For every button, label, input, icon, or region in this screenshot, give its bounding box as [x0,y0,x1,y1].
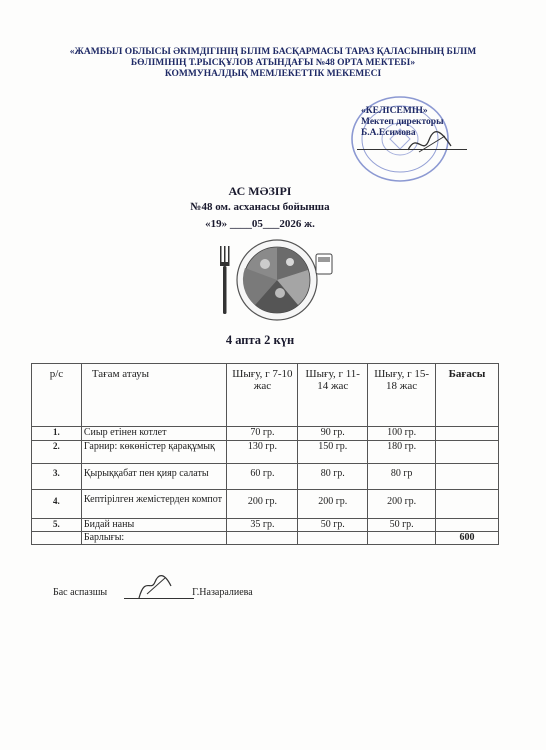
total-empty-cell [298,532,368,545]
row-dish: Бидай наны [81,519,227,532]
table-row [32,427,499,441]
row-portion-7-10: 35 гр. [227,519,298,532]
row-price [436,427,499,441]
table-row [32,519,499,532]
week-day-label: 4 апта 2 күн [225,333,295,347]
row-num: 5. [32,519,82,532]
row-portion-11-14: 50 гр. [298,519,368,532]
row-price [436,490,499,519]
menu-date: «19» ____05___2026 ж. [205,218,315,230]
canteen-subtitle: №48 ом. асханасы бойынша [190,201,330,213]
total-empty-cell [368,532,436,545]
row-dish: Қырыққабат пен қияр салаты [81,464,227,490]
table-row [32,464,499,490]
row-portion-7-10: 70 гр. [227,427,298,441]
row-portion-15-18: 180 гр. [368,441,436,464]
row-num: 3. [32,464,82,490]
row-portion-7-10: 200 гр. [227,490,298,519]
total-num-cell [32,532,82,545]
menu-table [31,363,499,545]
table-row [32,441,499,464]
chef-name: Г.Назаралиева [192,587,253,598]
row-dish: Сиыр етінен котлет [81,427,227,441]
row-portion-7-10: 60 гр. [227,464,298,490]
col-header-num: р/с [32,364,82,427]
row-portion-15-18: 50 гр. [368,519,436,532]
table-total-row [32,532,499,545]
row-portion-11-14: 200 гр. [298,490,368,519]
row-portion-11-14: 90 гр. [298,427,368,441]
col-header-age-7-10: Шығу, г 7-10 жас [227,364,298,427]
menu-title: АС МӘЗІРІ [228,184,292,198]
approval-label: «КЕЛІСЕМІН» [361,106,428,116]
row-price [436,441,499,464]
header-line-1: «ЖАМБЫЛ ОБЛЫСЫ ӘКІМДІГІНІҢ БІЛІМ БАСҚАРМАСЫ ТАРАЗ ҚАЛАСЫНЫҢ БІЛІМ [69,47,477,57]
header-line-3: КОММУНАЛДЫҚ МЕМЛЕКЕТТІК МЕКЕМЕСІ [164,69,382,79]
total-value: 600 [436,532,499,545]
total-empty-cell [227,532,298,545]
row-price [436,464,499,490]
header-line-2: БӨЛІМІНІҢ Т.РЫСҚҰЛОВ АТЫНДАҒЫ №48 ОРТА МЕКТЕБІ» [130,58,416,68]
col-header-age-11-14: Шығу, г 11-14 жас [298,364,368,427]
row-dish: Кептірілген жемістерден компот [81,490,227,519]
chef-signature-icon [135,572,175,602]
row-portion-11-14: 80 гр. [298,464,368,490]
col-header-age-15-18: Шығу, г 15-18 жас [368,364,436,427]
table-row [32,490,499,519]
row-portion-15-18: 200 гр. [368,490,436,519]
row-num: 4. [32,490,82,519]
row-num: 1. [32,427,82,441]
approval-position: Мектеп директоры [361,117,444,127]
col-header-name: Тағам атауы [81,364,227,427]
row-portion-15-18: 100 гр. [368,427,436,441]
row-price [436,519,499,532]
table-header-row [32,364,499,427]
row-portion-15-18: 80 гр [368,464,436,490]
food-plate-icon [210,238,340,323]
chef-label: Бас аспазшы [53,587,108,598]
col-header-price: Бағасы [436,364,499,427]
approval-name: Б.А.Есимова [361,128,416,138]
row-portion-11-14: 150 гр. [298,441,368,464]
row-portion-7-10: 130 гр. [227,441,298,464]
row-dish: Гарнир: көкөністер қарақұмық [81,441,227,464]
row-num: 2. [32,441,82,464]
total-label: Барлығы: [81,532,227,545]
director-signature-icon [405,128,455,158]
